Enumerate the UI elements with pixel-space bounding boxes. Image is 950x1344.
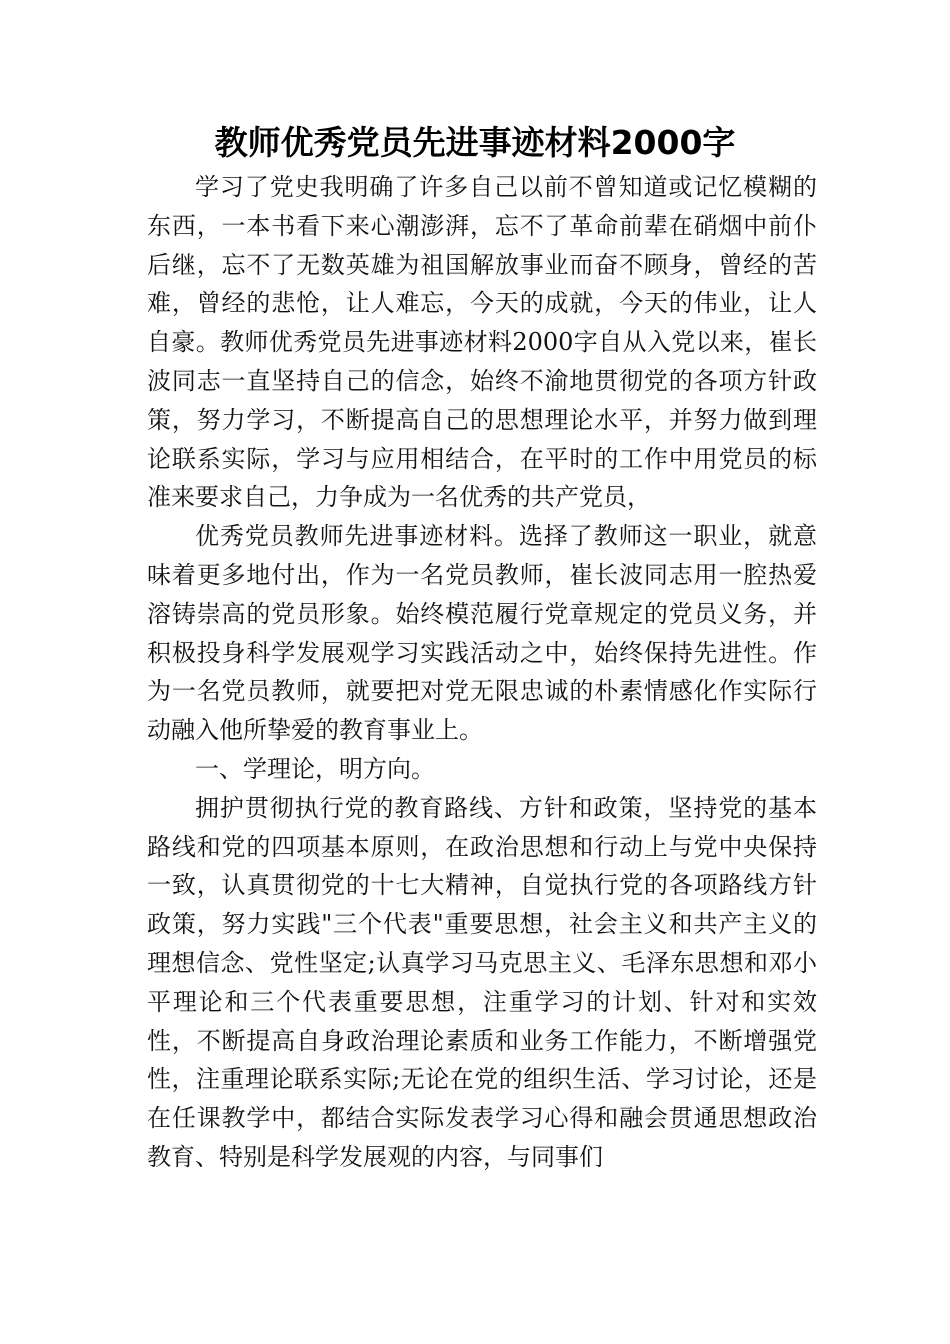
section-heading: 一、学理论，明方向。 bbox=[195, 754, 435, 783]
document-body bbox=[147, 168, 817, 1177]
paragraph: 优秀党员教师先进事迹材料。选择了教师这一职业，就意味着更多地付出，作为一名党员教师，崔长波同志用一腔热爱溶铸崇高的党员形象。始终模范履行党章规定的党员义务，并积极投身科学发展观学习实践活动之中，始终保持先进性。作为一名党员教师，就要把对党无限忠诚的朴素情感化作实际行动融入他所挚爱的教育事业上。 bbox=[147, 522, 817, 745]
document-title: 教师优秀党员先进事迹材料2000字 bbox=[214, 123, 736, 162]
paragraph: 拥护贯彻执行党的教育路线、方针和政策，坚持党的基本路线和党的四项基本原则，在政治思想和行动上与党中央保持一致，认真贯彻党的十七大精神，自觉执行党的各项路线方针政策，努力实践"三个代表"重要思想，社会主义和共产主义的理想信念、党性坚定;认真学习马克思主义、毛泽东思想和邓小平理论和三个代表重要思想，注重学习的计划、针对和实效性，不断提高自身政治理论素质和业务工作能力，不断增强党性，注重理论联系实际;无论在党的组织生活、学习讨论，还是在任课教学中，都结合实际发表学习心得和融会贯通思想政治教育、特别是科学发展观的内容，与同事们 bbox=[147, 793, 817, 1171]
paragraph: 学习了党史我明确了许多自己以前不曾知道或记忆模糊的东西，一本书看下来心潮澎湃，忘不了革命前辈在硝烟中前仆后继，忘不了无数英雄为祖国解放事业而奋不顾身，曾经的苦难，曾经的悲怆，让人难忘，今天的成就，今天的伟业，让人自豪。教师优秀党员先进事迹材料2000字自从入党以来，崔长波同志一直坚持自己的信念，始终不渝地贯彻党的各项方针政策，努力学习，不断提高自己的思想理论水平，并努力做到理论联系实际，学习与应用相结合，在平时的工作中用党员的标准来要求自己，力争成为一名优秀的共产党员， bbox=[147, 173, 817, 512]
